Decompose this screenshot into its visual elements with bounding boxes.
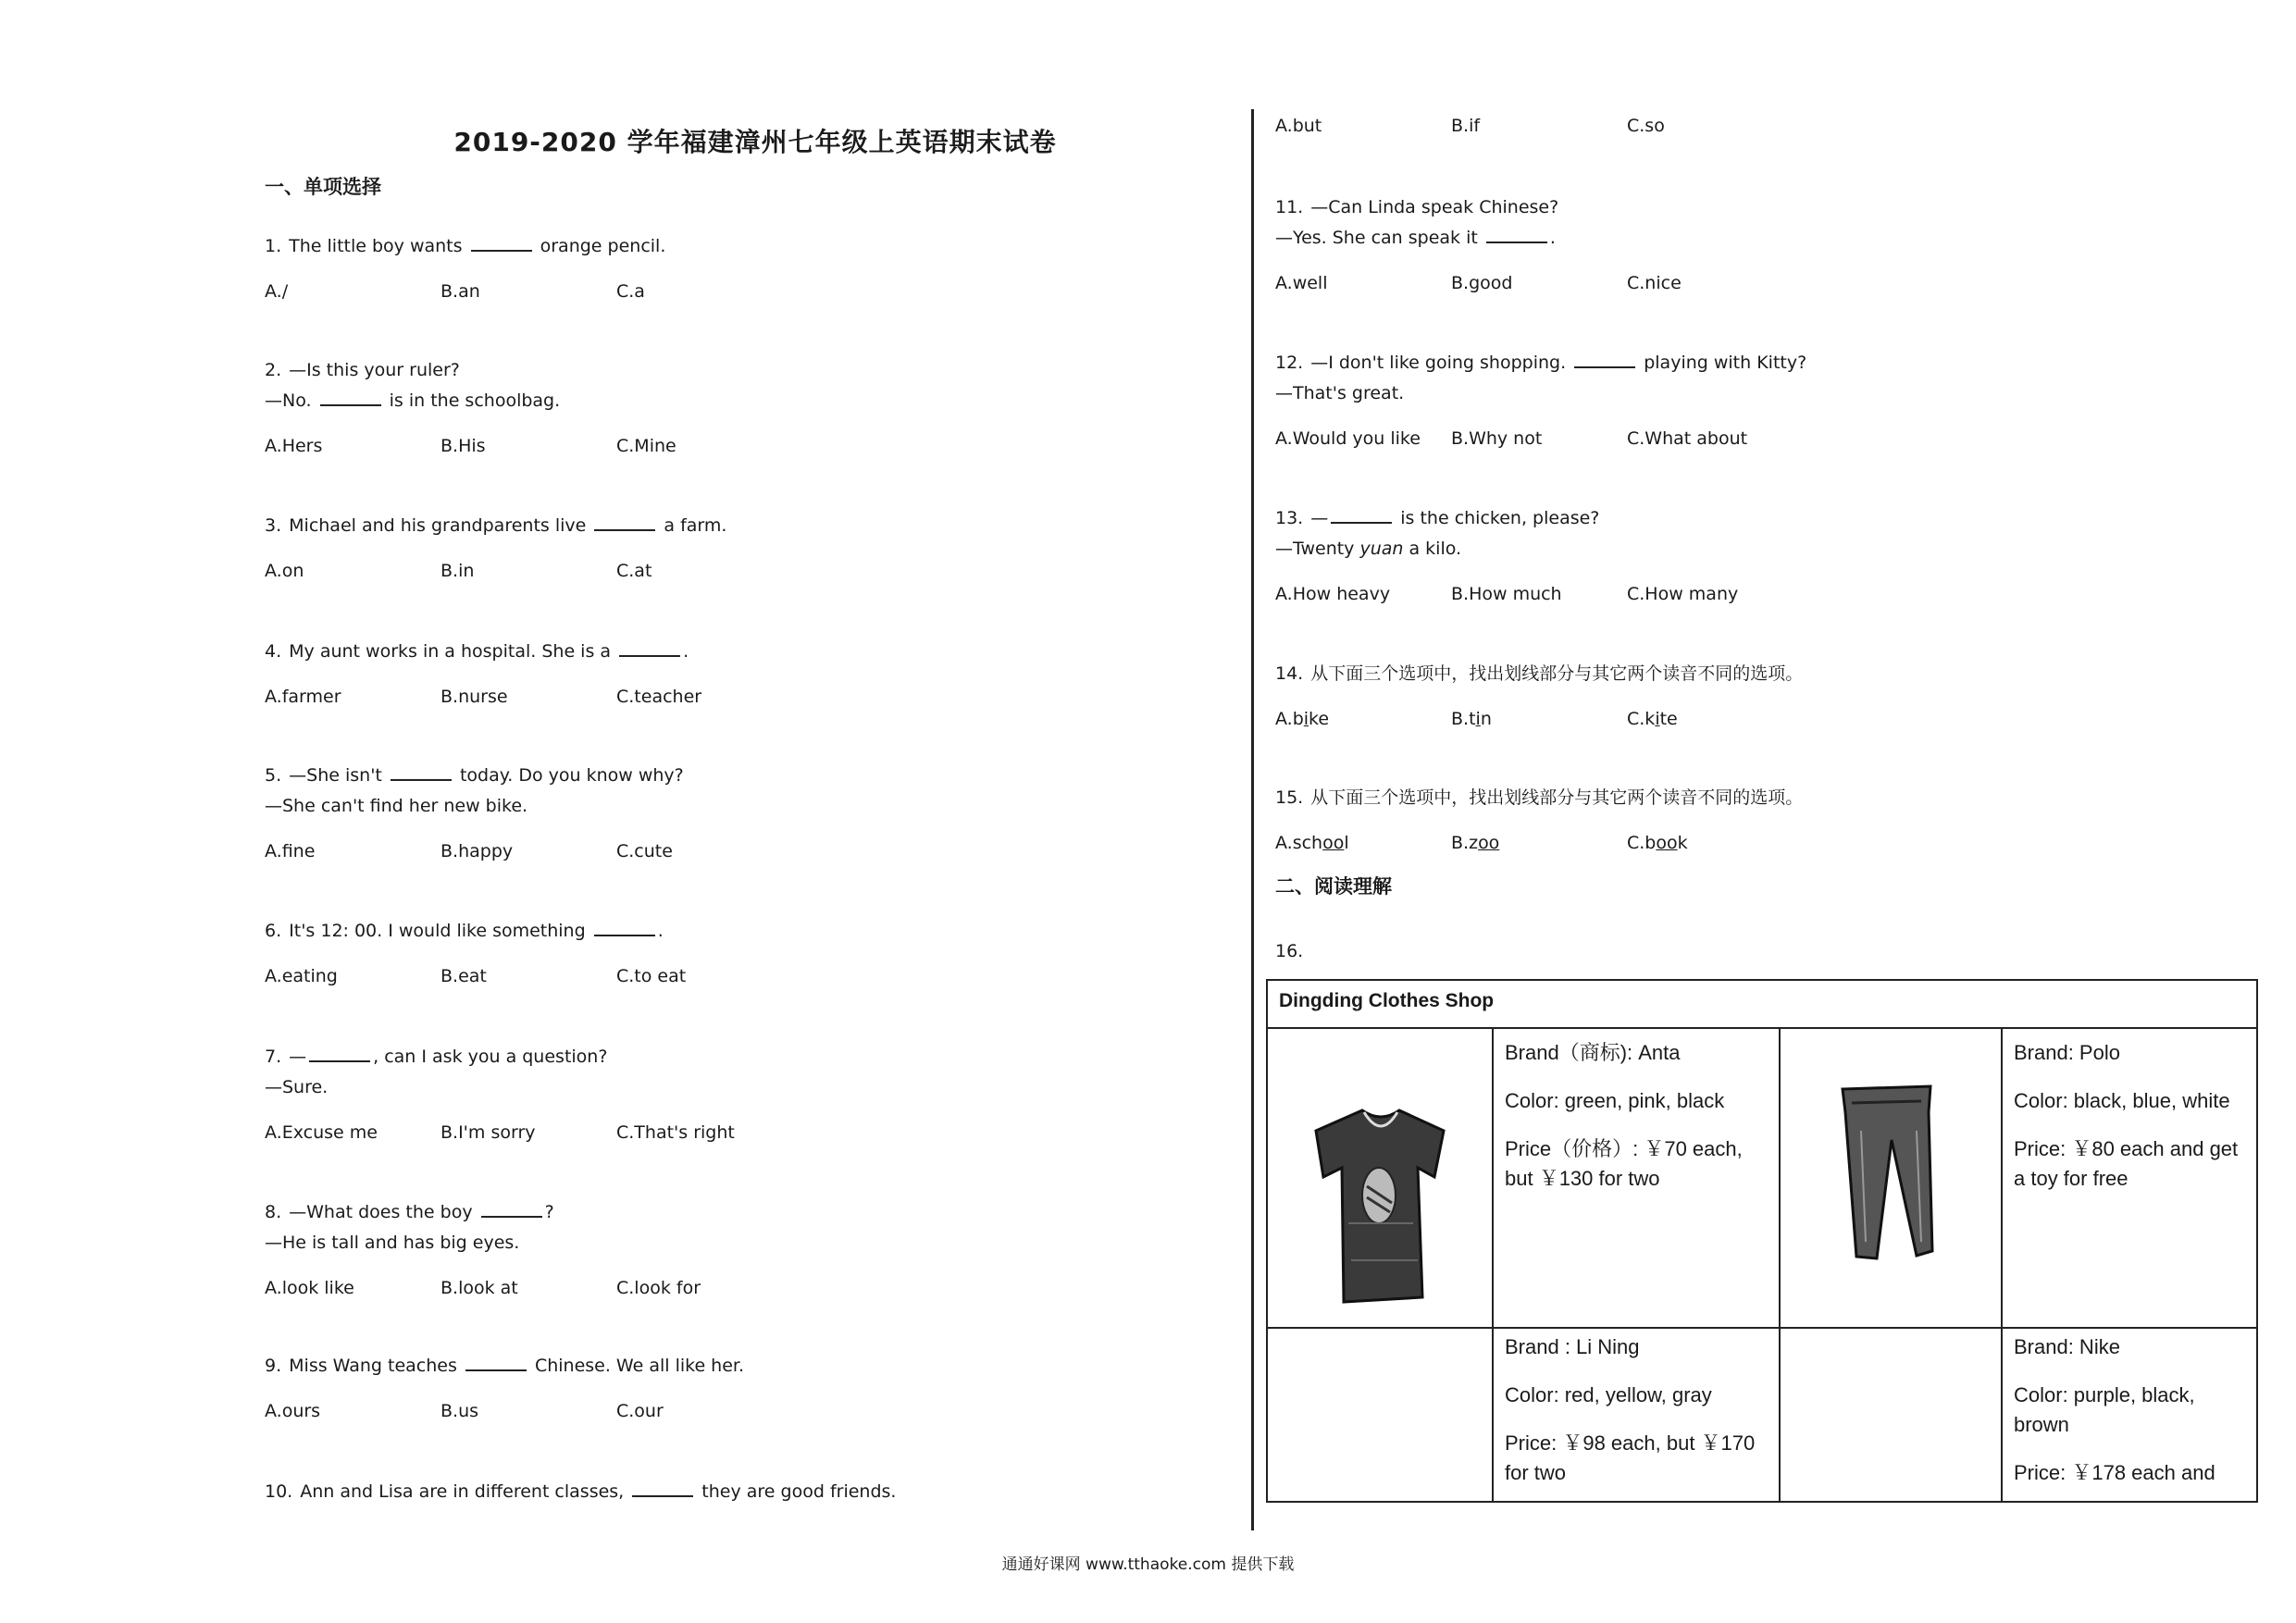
section-heading-choice: 一、单项选择 xyxy=(265,176,381,198)
question-10 xyxy=(265,1477,1190,1507)
footer-credit: 通通好课网 www.tthaoke.com 提供下载 xyxy=(1001,1555,1295,1574)
option-a: A.Would you like xyxy=(1275,428,1421,449)
empty-image-cell xyxy=(1781,1329,2003,1501)
option-c: C.nice xyxy=(1627,273,1682,293)
question-text: — xyxy=(289,1047,307,1067)
answer-blank xyxy=(471,231,532,252)
question-7 xyxy=(265,1042,1190,1151)
answer-blank xyxy=(320,386,381,406)
question-number: 4. xyxy=(265,641,282,662)
option-a: A.eating xyxy=(265,966,338,986)
question-text: . xyxy=(683,641,689,662)
question-line xyxy=(265,916,1190,947)
question-13 xyxy=(1275,503,2201,613)
question-line xyxy=(265,637,1190,667)
option-c: C.That's right xyxy=(616,1122,735,1143)
question-number: 11. xyxy=(1275,197,1304,217)
product-info-nike: Brand: Nike Color: purple, black, brown Price: ￥178 each and xyxy=(2014,1335,2215,1484)
question-line xyxy=(1275,348,2201,378)
question-number: 13. xyxy=(1275,508,1304,528)
question-line xyxy=(265,511,1190,541)
empty-image-cell xyxy=(1268,1329,1494,1501)
pants-image-cell xyxy=(1781,1029,2003,1329)
option-c: C.look for xyxy=(616,1278,701,1298)
option-c: C.book xyxy=(1627,833,1688,853)
shop-table xyxy=(1266,979,2258,1503)
option-b: B.tin xyxy=(1451,709,1492,729)
question-number: 1. xyxy=(265,236,282,256)
option-a: A.fine xyxy=(265,841,316,861)
option-b: B.I'm sorry xyxy=(441,1122,536,1143)
question-text: Ann and Lisa are in different classes, xyxy=(300,1481,630,1502)
question-number: 15. xyxy=(1275,787,1304,808)
question-text: a farm. xyxy=(658,515,727,536)
question-line xyxy=(1275,659,2201,689)
option-c: C.How many xyxy=(1627,584,1739,604)
question-text: . xyxy=(657,921,664,941)
option-b: B.if xyxy=(1451,116,1481,136)
question-6 xyxy=(265,916,1190,995)
section-heading-reading: 二、阅读理解 xyxy=(1275,875,1392,898)
question-line xyxy=(265,1477,1190,1507)
answer-blank xyxy=(619,637,680,657)
question-text: today. Do you know why? xyxy=(453,765,684,786)
question-text: a kilo. xyxy=(1403,539,1462,559)
question-15 xyxy=(1275,783,2201,861)
question-text: —What does the boy xyxy=(289,1202,478,1222)
question-text: is the chicken, please? xyxy=(1395,508,1600,528)
question-text: The little boy wants xyxy=(289,236,468,256)
product-info-polo: Brand: Polo Color: black, blue, white Price: ￥80 each and get a toy for free xyxy=(2003,1029,2256,1329)
option-c: C.at xyxy=(616,561,652,581)
question-text: —She isn't xyxy=(289,765,388,786)
question-3 xyxy=(265,511,1190,589)
option-a: A.on xyxy=(265,561,304,581)
question-text: ? xyxy=(544,1202,554,1222)
question-text: 从下面三个选项中，找出划线部分与其它两个读音不同的选项。 xyxy=(1310,787,1804,808)
question-line xyxy=(265,791,1190,822)
question-line xyxy=(1275,534,2201,564)
option-c: C.kite xyxy=(1627,709,1678,729)
question-11 xyxy=(1275,192,2201,302)
question-number: 2. xyxy=(265,360,282,380)
answer-blank xyxy=(1574,348,1635,368)
option-c: C.Mine xyxy=(616,436,676,456)
question-line xyxy=(1275,223,2201,254)
question-text: yuan xyxy=(1359,539,1404,559)
question-number: 5. xyxy=(265,765,282,786)
question-line xyxy=(265,1351,1190,1381)
question-text: —Sure. xyxy=(265,1077,329,1097)
answer-blank xyxy=(1331,503,1392,524)
option-b: B.Why not xyxy=(1451,428,1543,449)
question-line xyxy=(265,1197,1190,1228)
question-text: —Twenty xyxy=(1275,539,1360,559)
question-line xyxy=(1275,783,2201,813)
answer-blank xyxy=(1486,223,1547,243)
option-a: A.farmer xyxy=(265,687,341,707)
question-text: , can I ask you a question? xyxy=(373,1047,608,1067)
option-a: A.but xyxy=(1275,116,1322,136)
option-c: C.a xyxy=(616,281,645,302)
answer-blank xyxy=(465,1351,527,1371)
question-12 xyxy=(1275,348,2201,457)
option-b: B.an xyxy=(441,281,480,302)
option-a: A.well xyxy=(1275,273,1328,293)
pants-image xyxy=(1792,1038,1995,1316)
question-text: 从下面三个选项中，找出划线部分与其它两个读音不同的选项。 xyxy=(1310,663,1804,684)
question-text: —That's great. xyxy=(1275,383,1405,403)
option-a: A.bike xyxy=(1275,709,1330,729)
question-number: 8. xyxy=(265,1202,282,1222)
shop-title: Dingding Clothes Shop xyxy=(1268,981,2256,1029)
question-text: —He is tall and has big eyes. xyxy=(265,1233,520,1253)
question-number: 7. xyxy=(265,1047,282,1067)
question-text: orange pencil. xyxy=(534,236,666,256)
question-text: Michael and his grandparents live xyxy=(289,515,592,536)
question-text: —No. xyxy=(265,390,317,411)
option-b: B.How much xyxy=(1451,584,1562,604)
question-line xyxy=(265,1042,1190,1072)
answer-blank xyxy=(309,1042,370,1062)
question-text: Miss Wang teaches xyxy=(289,1356,463,1376)
page-title: 2019-2020 学年福建漳州七年级上英语期末试卷 xyxy=(453,127,1057,157)
question-8 xyxy=(265,1197,1190,1307)
answer-blank xyxy=(594,916,655,936)
question-line xyxy=(265,231,1190,262)
question-line xyxy=(265,761,1190,791)
question-16-number: 16. xyxy=(1275,941,1304,961)
option-b: B.His xyxy=(441,436,486,456)
question-text: —Can Linda speak Chinese? xyxy=(1310,197,1559,217)
question-text: —Yes. She can speak it xyxy=(1275,228,1483,248)
question-number: 10. xyxy=(265,1481,293,1502)
option-c: C.so xyxy=(1627,116,1665,136)
question-text: — xyxy=(1310,508,1329,528)
option-b: B.happy xyxy=(441,841,514,861)
answer-blank xyxy=(391,761,452,781)
question-2 xyxy=(265,355,1190,465)
question-text: My aunt works in a hospital. She is a xyxy=(289,641,617,662)
question-1 xyxy=(265,231,1190,310)
question-number: 12. xyxy=(1275,353,1304,373)
tshirt-image-cell xyxy=(1268,1029,1494,1329)
option-b: B.in xyxy=(441,561,475,581)
option-b: B.good xyxy=(1451,273,1513,293)
question-text: —Is this your ruler? xyxy=(289,360,460,380)
option-b: B.eat xyxy=(441,966,487,986)
question-text: Chinese. We all like her. xyxy=(528,1356,745,1376)
option-c: C.What about xyxy=(1627,428,1748,449)
question-line xyxy=(265,1072,1190,1103)
question-text: —I don't like going shopping. xyxy=(1310,353,1572,373)
product-info-anta: Brand（商标): Anta Color: green, pink, black Price（价格）: ￥70 each, but ￥130 for two xyxy=(1494,1029,1781,1329)
question-line xyxy=(1275,192,2201,223)
option-a: A./ xyxy=(265,281,289,302)
product-info-lining: Brand : Li Ning Color: red, yellow, gray Price: ￥98 each, but ￥170 for two xyxy=(1494,1329,1781,1501)
option-c: C.to eat xyxy=(616,966,687,986)
question-text: . xyxy=(1549,228,1556,248)
option-b: B.zoo xyxy=(1451,833,1500,853)
question-number: 14. xyxy=(1275,663,1304,684)
option-a: A.look like xyxy=(265,1278,354,1298)
option-a: A.How heavy xyxy=(1275,584,1391,604)
question-text: is in the schoolbag. xyxy=(383,390,561,411)
question-number: 9. xyxy=(265,1356,282,1376)
answer-blank xyxy=(594,511,655,531)
question-number: 6. xyxy=(265,921,282,941)
question-text: It's 12: 00. I would like something xyxy=(289,921,591,941)
question-9 xyxy=(265,1351,1190,1430)
option-b: B.us xyxy=(441,1401,479,1421)
question-line xyxy=(265,355,1190,386)
option-b: B.nurse xyxy=(441,687,508,707)
column-divider xyxy=(1251,109,1254,1530)
question-line xyxy=(1275,378,2201,409)
option-a: A.Hers xyxy=(265,436,323,456)
answer-blank xyxy=(481,1197,542,1218)
answer-blank xyxy=(632,1477,693,1497)
option-c: C.our xyxy=(616,1401,664,1421)
question-number: 3. xyxy=(265,515,282,536)
question-14 xyxy=(1275,659,2201,737)
question-5 xyxy=(265,761,1190,870)
question-4 xyxy=(265,637,1190,715)
option-a: A.ours xyxy=(265,1401,321,1421)
option-a: A.Excuse me xyxy=(265,1122,378,1143)
question-text: playing with Kitty? xyxy=(1638,353,1807,373)
question-text: —She can't find her new bike. xyxy=(265,796,528,816)
option-a: A.school xyxy=(1275,833,1349,853)
tshirt-image xyxy=(1279,1038,1483,1316)
question-line xyxy=(265,1228,1190,1258)
question-text: they are good friends. xyxy=(696,1481,897,1502)
question-10-options xyxy=(1275,107,2201,144)
question-line xyxy=(265,386,1190,416)
option-b: B.look at xyxy=(441,1278,518,1298)
option-c: C.cute xyxy=(616,841,673,861)
question-line xyxy=(1275,503,2201,534)
option-c: C.teacher xyxy=(616,687,702,707)
